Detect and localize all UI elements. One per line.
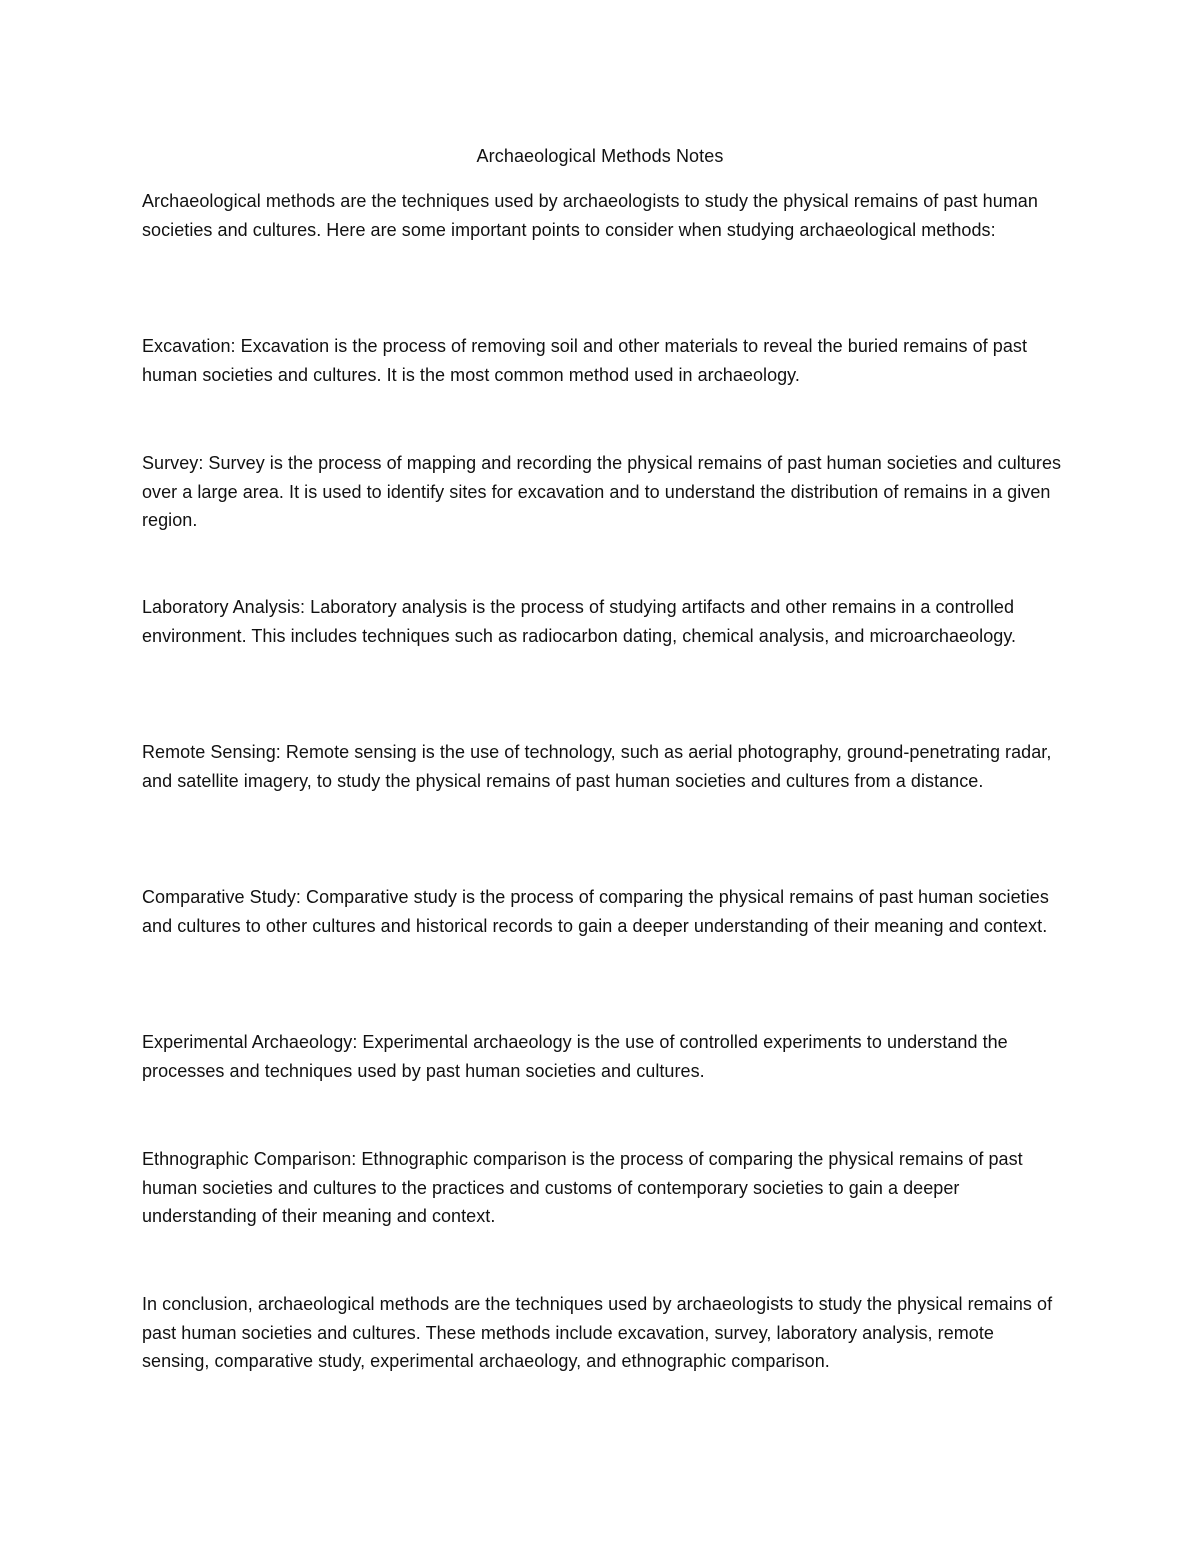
document-title: Archaeological Methods Notes [476,146,724,166]
ethnographic-comparison-paragraph: Ethnographic Comparison: Ethnographic comparison is the process of comparing the physical remains of past human societies and cultures to the practices and customs of contemporary societies to gain a deeper understanding of their meaning and context. [142,1149,1023,1226]
comparative-study-paragraph: Comparative Study: Comparative study is the process of comparing the physical remains of past human societies and cultures to other cultures and historical records to gain a deeper understanding of their meaning and context. [142,887,1049,936]
experimental-archaeology-paragraph: Experimental Archaeology: Experimental archaeology is the use of controlled experiments to understand the processes and techniques used by past human societies and cultures. [142,1032,1008,1081]
survey-paragraph: Survey: Survey is the process of mapping and recording the physical remains of past human societies and cultures over a large area. It is used to identify sites for excavation and to understand the distribution of remains in a given region. [142,453,1062,530]
remote-sensing-paragraph: Remote Sensing: Remote sensing is the use of technology, such as aerial photography, ground-penetrating radar, and satellite imagery, to study the physical remains of past human societies and cultures from a distance. [142,742,1052,791]
conclusion-paragraph: In conclusion, archaeological methods are the techniques used by archaeologists to study the physical remains of past human societies and cultures. These methods include excavation, survey, laboratory analysis, remote sensing, comparative study, experimental archaeology, and ethnographic comparison. [142,1294,1053,1371]
excavation-paragraph: Excavation: Excavation is the process of removing soil and other materials to reveal the buried remains of past human societies and cultures. It is the most common method used in archaeology. [142,336,1027,385]
laboratory-analysis-paragraph: Laboratory Analysis: Laboratory analysis is the process of studying artifacts and other remains in a controlled environment. This includes techniques such as radiocarbon dating, chemical analysis, and microarchaeology. [142,597,1017,646]
intro-paragraph: Archaeological methods are the techniques used by archaeologists to study the physical remains of past human societies and cultures. Here are some important points to consider when studying archaeological methods: [142,191,1038,240]
